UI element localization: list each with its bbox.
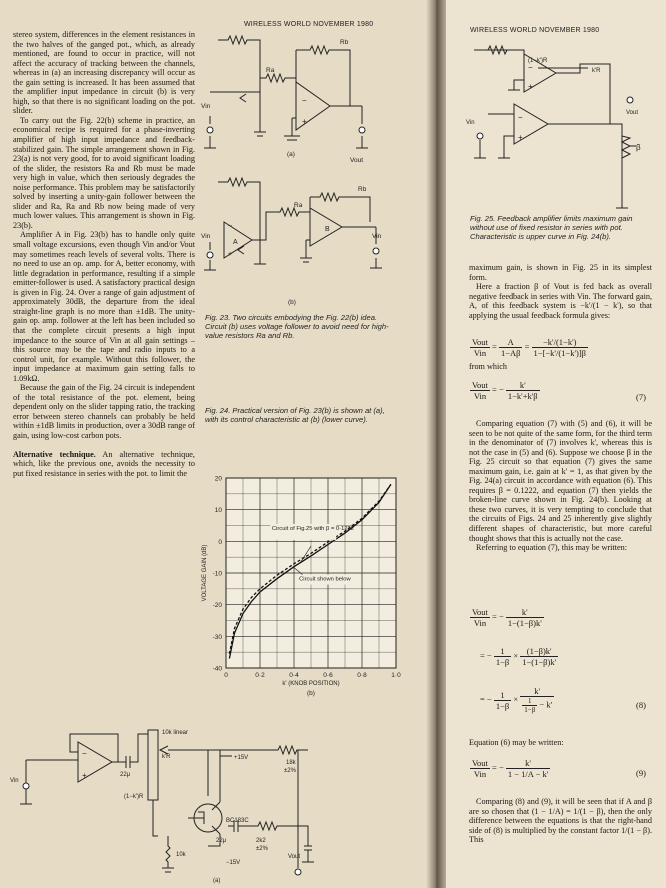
svg-text:−: − <box>528 63 533 72</box>
resistor-label: Ra <box>266 67 275 74</box>
fig-label-a: (a) <box>287 151 295 158</box>
fig25-circuit <box>460 40 650 230</box>
resistor-label: Rb <box>358 186 367 193</box>
one-minus-kr-label: (1−k')R <box>124 794 144 800</box>
text-column-right <box>469 263 652 320</box>
svg-text:−: − <box>302 96 307 105</box>
running-head-right: WIRELESS WORLD NOVEMBER 1980 <box>470 27 600 34</box>
r10k-label: 10k <box>176 852 186 858</box>
pot-label: 10k linear <box>162 730 189 736</box>
transistor-label: BC183C <box>226 818 249 824</box>
kr-label: k'R <box>162 754 171 760</box>
svg-text:−: − <box>228 223 233 230</box>
vout-label: Vout <box>288 854 301 860</box>
cap-label: 22μ <box>216 838 227 844</box>
paragraph: Amplifier A in Fig. 23(b) has to handle only quite small voltage excursions, even though Vin and/or Vout may sometimes reach levels of several volts. There is no need to use an op. amp. for A, better economy, with little degradation in performance, resulting if a simple emitter-follower is used. A satisfactory practical design is given in Fig. 24. Over a range of gain adjustment of approximately 30dB, the departure from the ideal straight-line graph is no more than ±1dB. The unity-gain op. amp. follower at the left has been included so that the complete circuit presents a high input impedance to the source of Vin at all gain settings – this source may be the tape and radio inputs to a control unit, for example. Without this follower, the input impedance at maximum gain setting falls to 1.09kΩ. <box>13 230 195 383</box>
equation-8c: = − $\frac{1}{1-\beta}$ × k' $\frac{1}{1-\beta}$ − k' <box>480 686 553 714</box>
x-tick-label: 0·4 <box>289 672 299 679</box>
annotation-upper: Circuit of Fig.25 with β = 0·1222 <box>271 525 355 532</box>
svg-text:+: + <box>82 771 87 780</box>
y-tick-label: 10 <box>214 507 222 515</box>
equation-7: $\frac{\text{Vout}}{\text{Vin}}$ = − $\frac{k'}{1-k'+k'\beta}$ <box>472 380 538 401</box>
svg-text:−: − <box>518 113 523 122</box>
text-column-1 <box>13 30 195 478</box>
y-tick-label: -20 <box>212 602 222 610</box>
section-heading: Alternative technique. <box>13 449 96 459</box>
vin-label: Vin <box>201 233 211 240</box>
fig24b-chart <box>196 466 408 706</box>
annotation-lower: Circuit shown below <box>299 576 351 583</box>
paragraph: Referring to equation (7), this may be written: <box>476 543 627 553</box>
r18k-tol: ±2% <box>284 768 296 774</box>
paragraph: To carry out the Fig. 22(b) scheme in practice, an economical recipe is required for a phase-inverting amplifier of high input impedance and feedback-stabilized gain. The simple arrangement shown in Fig. 23(a) is not very good, for to avoid significant loading of the slider, the resistors Ra and Rb must be made very high in value, which then seriously degrades the noise performance. This problem may be satisfactorily solved by inserting a unity-gain follower between the slider and Ra, Ra and Rb now being made of very much lower values. This arrangement is shown in Fig. 23(b). <box>13 115 195 230</box>
amp-a-label: A <box>233 239 238 246</box>
fig23-circuits <box>200 32 396 328</box>
fig-label-b: (b) <box>288 299 296 306</box>
equation-number: (7) <box>636 392 646 402</box>
from-which: from which <box>469 362 507 371</box>
text-column-right-2 <box>469 419 652 553</box>
vout-label: Vin <box>372 233 382 240</box>
y-tick-label: -30 <box>212 633 222 641</box>
resistor-label: Ra <box>294 202 303 209</box>
svg-text:+: + <box>528 82 533 91</box>
vout-label: Vout <box>350 157 364 164</box>
vin-label: Vin <box>466 120 475 126</box>
equation-number: (8) <box>636 700 646 710</box>
paragraph: stereo system, differences in the element resistances in the two halves of the ganged pot., which, as already mentioned, are found to occur in practice, will not affect the accuracy of tracking between the channels, whereas in (a) an increasing discrepancy will occur as the gain setting is increased. It has been assumed that the amplifier input impedance in circuit (b) is very high, so that there is no significant loading on the pot. slider. <box>13 30 195 116</box>
one-minus-kr-label: (1−k')R <box>528 58 548 64</box>
svg-text:+: + <box>228 251 233 258</box>
svg-text:+: + <box>302 117 307 126</box>
x-tick-label: 1·0 <box>391 672 401 679</box>
equation-8b: = − $\frac{1}{1-\beta}$ × $\frac{(1-\beta)k'}{1-(1-\beta)k'}$ <box>480 646 557 667</box>
x-tick-label: 0 <box>224 672 228 679</box>
text-column-right-3 <box>469 797 652 845</box>
equation-number: (9) <box>636 768 646 778</box>
vin-label: Vin <box>201 103 211 110</box>
fig23-caption: Fig. 23. Two circuits embodying the Fig. 22(b) idea. Circuit (b) uses voltage follower to avoid need for high-value resistors Ra and Rb. <box>205 313 389 340</box>
resistor-label: Rb <box>340 39 349 46</box>
paragraph: maximum gain, is shown in Fig. 25 in its simplest form. <box>469 263 652 282</box>
r2k2-tol: ±2% <box>256 846 268 852</box>
amp-b-label: B <box>325 226 330 233</box>
paragraph <box>13 450 195 479</box>
pot-a <box>218 36 260 92</box>
y-tick-label: 20 <box>214 475 222 483</box>
fig25-caption: Fig. 25. Feedback amplifier limits maximum gain without use of fixed resistor in series with pot. Characteristic is upper curve in Fig. 24(b). <box>470 214 633 241</box>
fig-label-b: (b) <box>307 690 315 697</box>
running-head-left: WIRELESS WORLD NOVEMBER 1980 <box>244 21 374 28</box>
kr-label: k'R <box>592 68 601 74</box>
x-axis-label: k' (KNOB POSITION) <box>282 681 340 687</box>
r2k2-label: 2k2 <box>256 838 266 844</box>
page-gutter <box>426 0 446 888</box>
svg-text:+: + <box>518 133 523 142</box>
supply-plus-label: +15V <box>234 755 249 761</box>
beta-label: β <box>636 143 641 152</box>
vout-label: Vout <box>626 110 639 116</box>
x-tick-label: 0·2 <box>255 672 265 679</box>
x-tick-label: 0·8 <box>357 672 367 679</box>
x-tick-label: 0·6 <box>323 672 333 679</box>
paragraph-text: An alternative technique, which, like the previous one, avoids the necessity to put fixed resistance in series with the pot. to limit the <box>13 449 195 478</box>
fig24a-circuit <box>8 686 380 888</box>
pot-element <box>148 730 158 800</box>
y-tick-label: 0 <box>218 538 222 546</box>
y-tick-label: -40 <box>212 665 222 673</box>
fig24-caption: Fig. 24. Practical version of Fig. 23(b) is shown at (a), with its control characteristic at (b) (lower curve). <box>205 406 385 424</box>
y-tick-label: -10 <box>212 570 222 578</box>
r18k-label: 18k <box>286 760 296 766</box>
y-axis-label: VOLTAGE GAIN (dB) <box>202 544 208 602</box>
paragraph: Equation (6) may be written: <box>469 738 564 747</box>
paragraph: Comparing equation (7) with (5) and (6), it will be seen to be not quite of the same form, for the third term in the denominator of (7) involves k', whereas this is not the case in (5) and (6). Suppose we choose β in the Fig. 25 circuit so that equation (7) gives the same maximum gain, i.e. gain at k' = 1, as that given by the Fig. 24(a) circuit in accordance with equation (6). This requires β = 0.1222, and equation (7) then yields the broken-line curve shown in Fig. 24(b). Looking at these two curves, it is very tempting to conclude that the circuits of Figs. 24 and 25 inherently give slightly different shapes of characteristic, but more careful thought shows that this is actually not the case. <box>469 419 652 543</box>
equation-feedback: $\frac{\text{Vout}}{\text{Vin}}$ = $\frac{A}{1-A\beta}$ = $\frac{-k'/(1-k')}{1-[-k'/(1-k')]\beta}$ <box>472 337 586 358</box>
svg-text:−: − <box>82 749 87 758</box>
cap-label: 22μ <box>120 772 131 778</box>
equation-9: $\frac{\text{Vout}}{\text{Vin}}$ = − $\frac{k'}{1 - 1/A - k'}$ <box>472 758 549 779</box>
vin-label: Vin <box>10 778 19 784</box>
paragraph: Because the gain of the Fig. 24 circuit is independent of the total resistance of the pot. element, being dependent only on the slider tapping ratio, the tracking error between stereo channels can probably be held within ±1dB limits in production, over a 30dB range of gain, using low-cost carbon pots. <box>13 383 195 440</box>
equation-8a: $\frac{\text{Vout}}{\text{Vin}}$ = − $\frac{k'}{1-(1-\beta)k'}$ <box>472 607 542 628</box>
fig-label-a: (a) <box>213 878 221 884</box>
paragraph: Here a fraction β of Vout is fed back as overall negative feedback in series with Vin. The forward gain, A, of this feedback system is −k'/(1 − k'), so that applying the usual feedback formula gives: <box>469 282 652 320</box>
supply-minus-label: −15V <box>226 860 241 866</box>
paragraph: Comparing (8) and (9), it will be seen that if A and β are so chosen that (1 − 1/A) = 1/(1 − β), then the only difference between the equations is that the right-hand side of (8) is multiplied by the constant factor 1/(1 − β). This <box>469 797 652 845</box>
